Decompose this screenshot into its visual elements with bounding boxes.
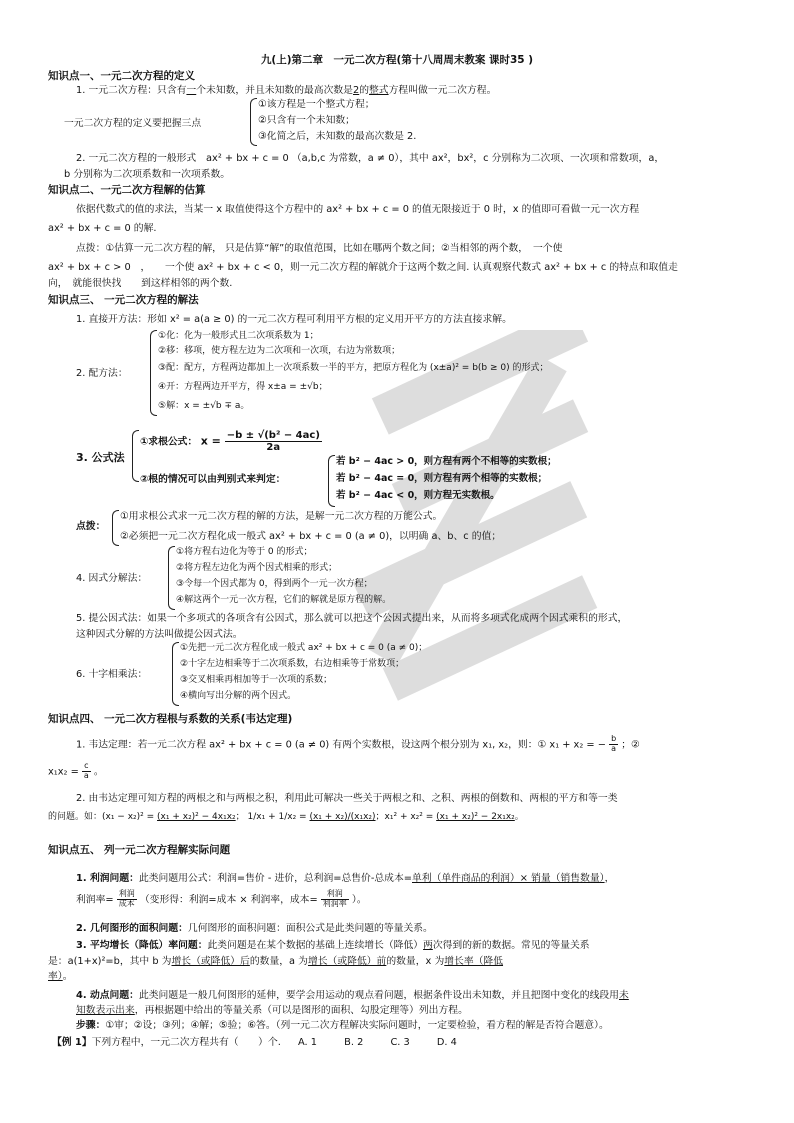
k3-disc-3: 若 b² − 4ac < 0，则方程无实数根。 — [336, 490, 500, 501]
k2-tip3: 向， 就能很快找 到这样相邻的两个数. — [48, 278, 233, 289]
section-heading-1: 知识点一、一元二次方程的定义 — [48, 70, 195, 82]
k3-m2-item-2: ②移：移项，使方程左边为二次项和一次项，右边为常数项； — [158, 346, 401, 356]
brace — [150, 330, 157, 416]
k3-formula: ①求根公式： x = $\frac{\text{−b ± √(b² − 4ac)}}{2a}$ — [140, 430, 320, 453]
k5-p3c: 率）。 — [48, 971, 73, 982]
k1-def-item-2: ②只含有一个未知数； — [258, 115, 355, 126]
k3-tip-1: ①用求根公式求一元二次方程的解的方法，是解一元二次方程的万能公式。 — [120, 511, 443, 522]
k3-disc-1: 若 b² − 4ac > 0，则方程有两个不相等的实数根； — [336, 456, 557, 467]
k5-p3: 3. 平均增长（降低）率问题：此类问题是在某个数据的基础上连续增长（降低）两次得到的新的数据。常见的等量关系 — [76, 940, 590, 951]
k1-def-item-3: ③化简之后，未知数的最高次数是 2. — [258, 131, 417, 142]
k3-disc-2: 若 b² − 4ac = 0，则方程有两个相等的实数根； — [336, 473, 548, 484]
option-a: A. 1 — [298, 1037, 318, 1048]
k3-tip-label: 点拨： — [76, 521, 106, 532]
k3-m4-item-3: ③令每一个因式都为 0，得到两个一元一次方程； — [176, 579, 373, 589]
k3-m4-item-2: ②将方程左边化为两个因式相乘的形式； — [176, 563, 338, 573]
brace — [250, 98, 257, 146]
option-b: B. 2 — [344, 1037, 364, 1048]
k3-m6-item-2: ②十字左边相乘等于二次项系数，右边相乘等于常数项； — [180, 659, 405, 669]
brace — [132, 430, 139, 482]
k5-steps: 步骤：①审；②设；③列；④解；⑤验；⑥答。（列一元二次方程解决实际问题时，一定要检验，看方程的解是否符合题意）。 — [76, 1020, 609, 1031]
k3-method5-b: 这种因式分解的方法叫做提公因式法。 — [76, 629, 243, 640]
brace — [112, 510, 119, 546]
k3-tip-2: ②必须把一元二次方程化成一般式 ax² + bx + c = 0 (a ≠ 0)，以明确 a、b、c 的值； — [120, 531, 502, 542]
k3-m2-item-5: ⑤解：x = ±√b ∓ a。 — [158, 401, 250, 411]
k2-tip2: ax² + bx + c > 0 ， 一个使 ax² + bx + c < 0，则一元二次方程的解就介于这两个数之间. 认真观察代数式 ax² + bx + c 的特点和取值走 — [48, 262, 678, 273]
k1-line2b: b 分别称为二次项系数和一次项系数。 — [64, 169, 231, 180]
k1-def-item-1: ①该方程是一个整式方程； — [258, 99, 375, 110]
k3-m6-item-3: ③交叉相乘再相加等于一次项的系数； — [180, 675, 333, 685]
page-title: 九(上)第二章 一元二次方程(第十八周周末教案 课时35 ) — [260, 54, 534, 66]
option-d: D. 4 — [436, 1037, 457, 1048]
k4-line2: 2. 由韦达定理可知方程的两根之和与两根之积，利用此可解决一些关于两根之和、之积、两根的倒数和、两根的平方和等一类 — [76, 793, 618, 804]
option-c: C. 3 — [390, 1037, 410, 1048]
k3-method2-label: 2. 配方法： — [76, 368, 128, 379]
section-heading-2: 知识点二、一元二次方程解的估算 — [48, 184, 206, 196]
k3-m2-item-1: ①化：化为一般形式且二次项系数为 1； — [158, 331, 319, 341]
section-heading-4: 知识点四、 一元二次方程根与系数的关系(韦达定理) — [48, 713, 293, 725]
k3-m4-item-1: ①将方程右边化为等于 0 的形式； — [176, 547, 313, 557]
k3-m2-item-4: ④开：方程两边开平方，得 x±a = ±√b； — [158, 382, 328, 392]
k2-tip1: 点拨：①估算一元二次方程的解， 只是估算“解”的取值范围，比如在哪两个数之间；②当相邻的两个数， 一个使 — [76, 243, 563, 254]
k2-line1b: ax² + bx + c = 0 的解. — [48, 223, 157, 234]
k5-p4: 4. 动点问题：此类问题是一般几何图形的延伸，要学会用运动的观点看问题，根据条件设出未知数，并且把图中变化的线段用未 — [76, 990, 629, 1001]
brace — [172, 642, 179, 706]
k3-m4-item-4: ④解这两个一元一次方程，它们的解就是原方程的解。 — [176, 595, 392, 605]
k4-line1b: x₁x₂ = $\frac{c}{a}$ 。 — [48, 761, 104, 780]
k3-method5-a: 5. 提公因式法：如果一个多项式的各项含有公因式，那么就可以把这个公因式提出来，从而将多项式化成两个因式乘积的形式， — [76, 613, 628, 624]
section-heading-5: 知识点五、 列一元二次方程解实际问题 — [48, 844, 231, 856]
brace — [328, 455, 335, 507]
k2-line1: 依据代数式的值的求法，当某一 x 取值使得这个方程中的 ax² + bx + c = 0 的值无限接近于 0 时，x 的值即可看做一元一次方程 — [76, 204, 640, 215]
k5-p1b: 利润率= $\frac{\text{利润}}{\text{成本}}$ （变形得：利润=成本 × 利润率，成本= $\frac{\text{利润}}{\text{利润率}}$ ）。 — [76, 889, 367, 908]
k1-line1: 1. 一元二次方程：只含有一个未知数，并且未知数的最高次数是2的整式方程叫做一元二次方程。 — [76, 85, 497, 96]
k5-p2: 2. 几何图形的面积问题：几何图形的面积问题：面积公式是此类问题的等量关系。 — [76, 923, 433, 934]
k3-disc-label: ②根的情况可以由判别式来判定： — [140, 474, 286, 485]
k5-p3b: 是：a(1+x)²=b，其中 b 为增长（或降低）后的数量，a 为增长（或降低）前的数量，x 为增长率（降低 — [48, 956, 504, 967]
example-1: 【例 1】下列方程中，一元二次方程共有（ ）个. A. 1 B. 2 C. 3 D. 4 — [52, 1037, 457, 1048]
k5-p4b: 知数表示出来，再根据题中给出的等量关系（可以是图形的面积、勾股定理等）列出方程。 — [76, 1005, 468, 1016]
k3-m6-item-1: ①先把一元二次方程化成一般式 ax² + bx + c = 0 (a ≠ 0)； — [180, 643, 428, 653]
k3-method1: 1. 直接开方法：形如 x² = a(a ≥ 0) 的一元二次方程可利用平方根的定义用开平方的方法直接求解。 — [76, 314, 512, 325]
k3-m2-item-3: ③配：配方，方程两边都加上一次项系数一半的平方，把原方程化为 (x±a)² = b(b ≥ 0) 的形式； — [158, 363, 549, 373]
k1-line2: 2. 一元二次方程的一般形式 ax² + bx + c = 0 （a,b,c 为常数，a ≠ 0），其中 ax²，bx²，c 分别称为二次项、一次项和常数项，a， — [76, 153, 665, 164]
brace — [168, 546, 175, 610]
k1-def-label: 一元二次方程的定义要把握三点 — [64, 118, 202, 129]
k3-method4-label: 4. 因式分解法： — [76, 573, 148, 584]
k4-line2b: 的问题。如：(x₁ − x₂)² = (x₁ + x₂)² − 4x₁x₂； 1/x₁ + 1/x₂ = (x₁ + x₂)/(x₁x₂)；x₁² + x₂² = (x₁ + x₂)² − 2x₁x₂。 — [48, 812, 524, 822]
k3-m6-item-4: ④横向写出分解的两个因式。 — [180, 691, 297, 701]
k5-p1: 1. 利润问题：此类问题用公式：利润=售价 - 进价，总利润=总售价-总成本=单利（单件商品的利润）× 销量（销售数量）， — [76, 873, 615, 884]
k3-method3-label: 3. 公式法 — [76, 451, 125, 464]
section-heading-3: 知识点三、 一元二次方程的解法 — [48, 294, 199, 306]
k4-line1: 1. 韦达定理：若一元二次方程 ax² + bx + c = 0 (a ≠ 0) 有两个实数根，设这两个根分别为 x₁, x₂，则：① x₁ + x₂ = − $\frac{b}{a}$ ；② — [76, 734, 640, 753]
k3-method6-label: 6. 十字相乘法： — [76, 669, 148, 680]
